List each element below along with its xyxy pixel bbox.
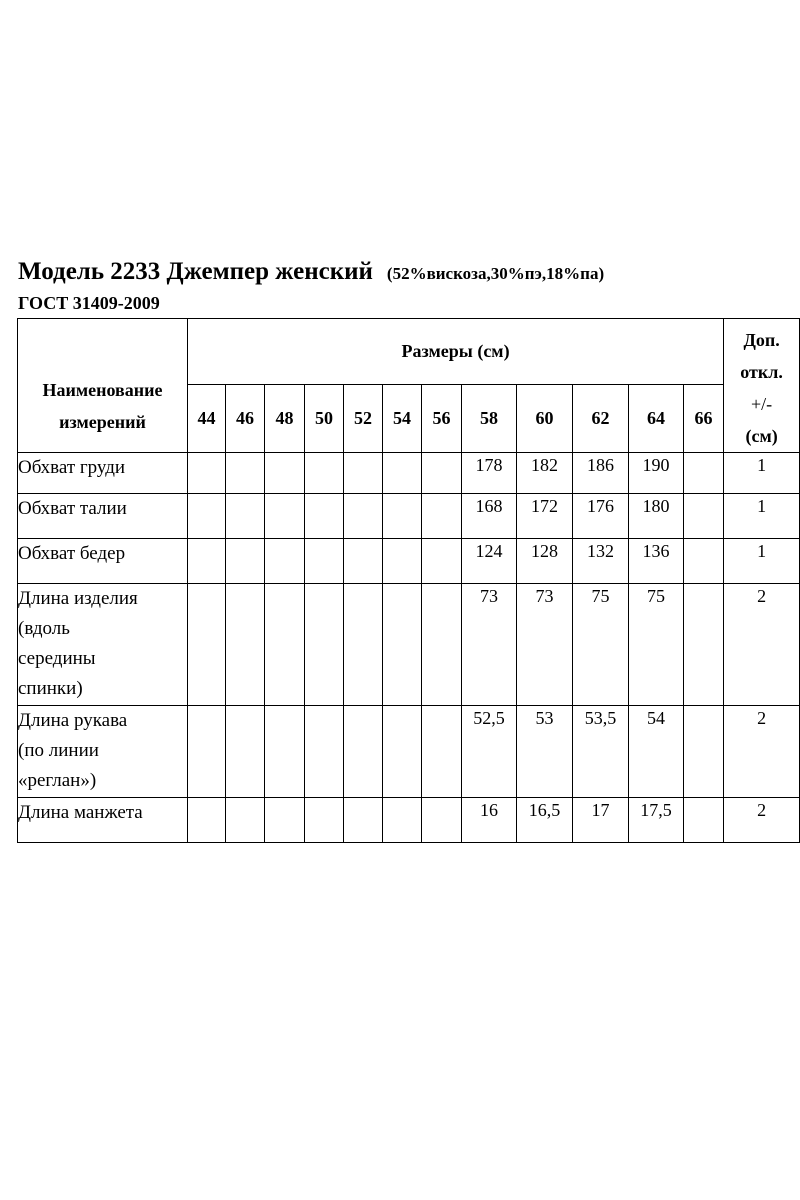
value-cell: [226, 584, 265, 706]
size-header-cell: 46: [226, 385, 265, 453]
value-cell: 73: [462, 584, 517, 706]
header-tol-line: (см): [745, 425, 778, 446]
tolerance-cell: 2: [724, 584, 800, 706]
size-header-cell: 62: [573, 385, 629, 453]
value-cell: [383, 494, 422, 539]
value-cell: [383, 706, 422, 798]
value-cell: 17: [573, 798, 629, 843]
value-cell: [344, 453, 383, 494]
value-cell: [422, 453, 462, 494]
table-row: [18, 494, 800, 539]
value-cell: 128: [517, 539, 573, 584]
size-header-cell: 56: [422, 385, 462, 453]
value-cell: 168: [462, 494, 517, 539]
measurement-name-cell: [18, 539, 188, 584]
measurement-name-line: середины: [18, 648, 96, 669]
value-cell: [265, 584, 305, 706]
measurement-name-cell: [18, 494, 188, 539]
size-header-cell: 58: [462, 385, 517, 453]
header-measurement-name: [18, 319, 188, 453]
size-header-cell: 52: [344, 385, 383, 453]
value-cell: 73: [517, 584, 573, 706]
value-cell: [188, 798, 226, 843]
header-tol-line: откл.: [740, 361, 783, 382]
value-cell: [305, 539, 344, 584]
value-cell: [422, 706, 462, 798]
value-cell: 52,5: [462, 706, 517, 798]
value-cell: [344, 584, 383, 706]
tolerance-cell: 1: [724, 453, 800, 494]
size-header-cell: 64: [629, 385, 684, 453]
value-cell: [188, 453, 226, 494]
measurement-name-cell: [18, 798, 188, 843]
value-cell: [188, 584, 226, 706]
size-header-cell: 60: [517, 385, 573, 453]
value-cell: [305, 706, 344, 798]
table-body: [18, 453, 800, 843]
value-cell: [383, 453, 422, 494]
measurement-name-cell: [18, 453, 188, 494]
table-header-row: [18, 319, 800, 385]
size-chart-table: [17, 318, 800, 843]
value-cell: [422, 798, 462, 843]
value-cell: [226, 453, 265, 494]
value-cell: [684, 539, 724, 584]
value-cell: 16,5: [517, 798, 573, 843]
value-cell: [226, 539, 265, 584]
value-cell: [684, 494, 724, 539]
value-cell: [226, 706, 265, 798]
measurement-name-cell: [18, 706, 188, 798]
header-name-line: измерений: [59, 411, 146, 432]
value-cell: 124: [462, 539, 517, 584]
value-cell: [383, 539, 422, 584]
value-cell: [305, 584, 344, 706]
measurement-name-line: Длина манжета: [18, 802, 143, 823]
value-cell: 53: [517, 706, 573, 798]
value-cell: 190: [629, 453, 684, 494]
value-cell: 53,5: [573, 706, 629, 798]
value-cell: 180: [629, 494, 684, 539]
value-cell: [265, 453, 305, 494]
value-cell: [265, 494, 305, 539]
value-cell: 75: [573, 584, 629, 706]
size-header-cell: 50: [305, 385, 344, 453]
value-cell: [422, 539, 462, 584]
value-cell: [226, 494, 265, 539]
table-row: [18, 453, 800, 494]
value-cell: [188, 706, 226, 798]
measurement-name-line: Обхват бедер: [18, 543, 126, 564]
measurement-name-line: спинки): [18, 678, 83, 699]
measurement-name-line: Длина рукава: [18, 710, 128, 731]
value-cell: 54: [629, 706, 684, 798]
value-cell: [265, 706, 305, 798]
measurement-name-cell: [18, 584, 188, 706]
value-cell: [265, 798, 305, 843]
value-cell: [344, 798, 383, 843]
size-header-cell: 66: [684, 385, 724, 453]
value-cell: [305, 494, 344, 539]
value-cell: 178: [462, 453, 517, 494]
value-cell: [344, 539, 383, 584]
value-cell: 17,5: [629, 798, 684, 843]
value-cell: [684, 453, 724, 494]
header-tolerance: [724, 319, 800, 453]
value-cell: [422, 584, 462, 706]
header-name-line: Наименование: [42, 379, 163, 400]
table-row: [18, 539, 800, 584]
tolerance-cell: 2: [724, 706, 800, 798]
table-row: [18, 706, 800, 798]
measurement-name-line: Обхват талии: [18, 498, 127, 519]
value-cell: [188, 539, 226, 584]
measurement-name-line: (вдоль: [18, 618, 70, 639]
header-sizes: Размеры (см): [188, 319, 724, 385]
value-cell: 136: [629, 539, 684, 584]
size-header-cell: 54: [383, 385, 422, 453]
value-cell: [226, 798, 265, 843]
value-cell: [344, 494, 383, 539]
value-cell: [305, 798, 344, 843]
header-tol-line: Доп.: [743, 329, 780, 350]
fabric-composition: (52%вискоза,30%пэ,18%па): [386, 264, 605, 283]
measurement-name-line: «реглан»): [18, 770, 97, 791]
value-cell: 16: [462, 798, 517, 843]
gost-standard: ГОСТ 31409-2009: [18, 293, 160, 313]
value-cell: [684, 798, 724, 843]
value-cell: 176: [573, 494, 629, 539]
document-title: [18, 258, 604, 286]
measurement-name-line: Обхват груди: [18, 457, 126, 478]
value-cell: [422, 494, 462, 539]
value-cell: 132: [573, 539, 629, 584]
tolerance-cell: 1: [724, 494, 800, 539]
value-cell: 186: [573, 453, 629, 494]
tolerance-cell: 2: [724, 798, 800, 843]
size-header-cell: 44: [188, 385, 226, 453]
value-cell: [188, 494, 226, 539]
value-cell: 75: [629, 584, 684, 706]
table-row: [18, 584, 800, 706]
value-cell: 182: [517, 453, 573, 494]
value-cell: [684, 584, 724, 706]
size-header-cell: 48: [265, 385, 305, 453]
value-cell: [265, 539, 305, 584]
value-cell: [383, 584, 422, 706]
value-cell: [684, 706, 724, 798]
value-cell: [383, 798, 422, 843]
header-tol-line: +/-: [751, 393, 773, 414]
measurement-name-line: Длина изделия: [18, 588, 138, 609]
tolerance-cell: 1: [724, 539, 800, 584]
value-cell: [344, 706, 383, 798]
measurement-name-line: (по линии: [18, 740, 99, 761]
value-cell: [305, 453, 344, 494]
table-row: [18, 798, 800, 843]
value-cell: 172: [517, 494, 573, 539]
model-title: Модель 2233 Джемпер женский: [18, 258, 373, 285]
